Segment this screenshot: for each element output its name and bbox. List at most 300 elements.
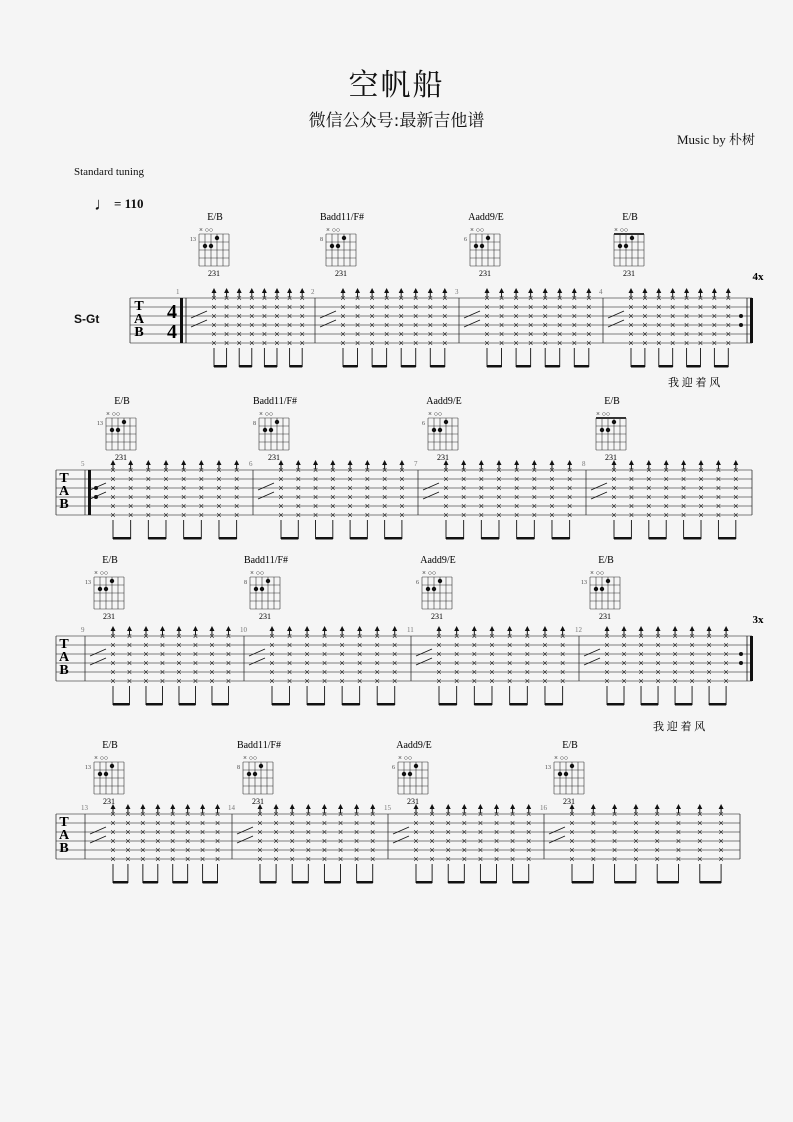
muted-note: × xyxy=(398,329,405,341)
muted-note: × xyxy=(706,649,712,661)
chord-diagram xyxy=(190,212,229,278)
open-string-marks: × ○○ xyxy=(243,754,258,762)
accent-arrow xyxy=(586,288,591,293)
accent-arrow xyxy=(646,460,651,465)
rhythm-beam xyxy=(212,703,228,706)
muted-note: × xyxy=(391,658,398,670)
muted-note: × xyxy=(493,827,500,839)
muted-note: × xyxy=(381,474,388,486)
chord-fingering: 231 xyxy=(252,797,264,806)
measure-number: 4 xyxy=(599,288,603,296)
muted-note: × xyxy=(273,809,279,821)
muted-note: × xyxy=(198,474,205,486)
rhythm-beam xyxy=(614,537,631,540)
muted-note: × xyxy=(305,809,312,821)
muted-note: × xyxy=(369,320,375,332)
rhythm-beam xyxy=(718,537,735,540)
tab-clef-letter: A xyxy=(133,312,145,327)
measure-number: 11 xyxy=(407,626,414,634)
muted-note: × xyxy=(127,501,134,513)
muted-note: × xyxy=(718,827,724,839)
chord-diagram xyxy=(581,555,620,621)
muted-note: × xyxy=(321,631,328,643)
muted-note: × xyxy=(413,818,419,830)
muted-note: × xyxy=(321,676,328,688)
strum-slash xyxy=(90,483,106,490)
tab-system xyxy=(56,396,752,540)
accent-arrow xyxy=(274,804,279,809)
accent-arrow xyxy=(181,460,186,465)
muted-note: × xyxy=(295,492,302,504)
muted-note: × xyxy=(286,658,293,670)
muted-note: × xyxy=(524,631,531,643)
muted-note: × xyxy=(697,329,704,341)
muted-note: × xyxy=(364,465,371,477)
finger-dot xyxy=(110,764,114,768)
muted-note: × xyxy=(304,640,310,652)
open-string-marks: × ○○ xyxy=(250,569,265,577)
muted-note: × xyxy=(381,465,388,477)
muted-note: × xyxy=(110,809,116,821)
muted-note: × xyxy=(698,465,704,477)
finger-dot xyxy=(480,244,484,248)
muted-note: × xyxy=(585,338,592,350)
muted-note: × xyxy=(478,501,485,513)
muted-note: × xyxy=(398,293,405,305)
accent-arrow xyxy=(226,626,231,631)
muted-note: × xyxy=(443,474,449,486)
muted-note: × xyxy=(645,492,652,504)
muted-note: × xyxy=(184,818,191,830)
muted-note: × xyxy=(628,320,634,332)
accent-arrow xyxy=(437,626,442,631)
muted-note: × xyxy=(321,827,328,839)
rhythm-beam xyxy=(659,365,673,368)
muted-note: × xyxy=(286,338,293,350)
muted-note: × xyxy=(274,302,280,314)
muted-note: × xyxy=(180,483,187,495)
strum-slash xyxy=(90,492,106,499)
muted-note: × xyxy=(321,667,328,679)
muted-note: × xyxy=(672,658,678,670)
muted-note: × xyxy=(321,836,328,848)
muted-note: × xyxy=(723,640,729,652)
muted-note: × xyxy=(633,809,639,821)
chord-diagram xyxy=(85,555,124,621)
finger-dot xyxy=(558,772,562,776)
muted-note: × xyxy=(143,649,149,661)
muted-note: × xyxy=(672,667,678,679)
muted-note: × xyxy=(585,293,592,305)
muted-note: × xyxy=(127,465,134,477)
muted-note: × xyxy=(525,854,532,866)
muted-note: × xyxy=(274,338,280,350)
chord-name: Aadd9/E xyxy=(420,555,456,566)
muted-note: × xyxy=(312,483,319,495)
muted-note: × xyxy=(549,492,555,504)
muted-note: × xyxy=(675,827,682,839)
strum-slash xyxy=(591,492,607,499)
muted-note: × xyxy=(569,845,575,857)
muted-note: × xyxy=(542,667,548,679)
rhythm-beam xyxy=(439,703,457,706)
muted-note: × xyxy=(223,302,230,314)
muted-note: × xyxy=(347,510,353,522)
muted-note: × xyxy=(427,320,434,332)
muted-note: × xyxy=(304,676,310,688)
muted-note: × xyxy=(655,311,662,323)
muted-note: × xyxy=(604,676,610,688)
muted-note: × xyxy=(223,329,230,341)
muted-note: × xyxy=(225,631,232,643)
muted-note: × xyxy=(460,492,467,504)
finger-dot xyxy=(630,236,634,240)
muted-note: × xyxy=(269,640,275,652)
accent-arrow xyxy=(496,460,501,465)
strum-slash xyxy=(258,483,274,490)
strum-slash xyxy=(416,658,432,665)
muted-note: × xyxy=(732,465,739,477)
accent-arrow xyxy=(365,460,370,465)
muted-note: × xyxy=(257,836,263,848)
muted-note: × xyxy=(304,631,310,643)
muted-note: × xyxy=(273,845,279,857)
accent-arrow xyxy=(224,288,229,293)
muted-note: × xyxy=(571,320,578,332)
muted-note: × xyxy=(527,311,534,323)
chord-fret-number: 6 xyxy=(392,765,395,771)
muted-note: × xyxy=(398,338,405,350)
muted-note: × xyxy=(216,492,222,504)
muted-note: × xyxy=(427,311,434,323)
muted-note: × xyxy=(675,854,682,866)
chord-fingering: 231 xyxy=(605,453,617,462)
rhythm-beam xyxy=(430,365,445,368)
muted-note: × xyxy=(353,854,360,866)
muted-note: × xyxy=(698,492,704,504)
muted-note: × xyxy=(621,667,627,679)
muted-note: × xyxy=(295,465,302,477)
muted-note: × xyxy=(391,676,398,688)
tab-clef-letter: A xyxy=(58,828,70,843)
accent-arrow xyxy=(300,288,305,293)
chord-diagram xyxy=(237,740,281,806)
muted-note: × xyxy=(513,501,520,513)
rhythm-beam xyxy=(615,881,636,884)
rhythm-beam xyxy=(324,881,340,884)
rhythm-beam xyxy=(448,881,464,884)
finger-dot xyxy=(104,772,108,776)
accent-arrow xyxy=(399,288,404,293)
muted-note: × xyxy=(225,658,232,670)
muted-note: × xyxy=(496,474,502,486)
muted-note: × xyxy=(531,483,538,495)
measure-number: 10 xyxy=(240,626,247,634)
muted-note: × xyxy=(169,827,176,839)
muted-note: × xyxy=(542,676,548,688)
rhythm-beam xyxy=(401,365,416,368)
muted-note: × xyxy=(211,311,217,323)
muted-note: × xyxy=(683,329,690,341)
accent-arrow xyxy=(726,288,731,293)
muted-note: × xyxy=(549,483,555,495)
muted-note: × xyxy=(429,845,435,857)
muted-note: × xyxy=(509,854,516,866)
muted-note: × xyxy=(198,483,205,495)
muted-note: × xyxy=(209,658,215,670)
muted-note: × xyxy=(441,338,448,350)
muted-note: × xyxy=(347,501,353,513)
muted-note: × xyxy=(461,845,468,857)
repeat-start-bar xyxy=(88,470,91,515)
muted-note: × xyxy=(489,676,495,688)
muted-note: × xyxy=(621,658,627,670)
muted-note: × xyxy=(436,667,442,679)
rhythm-beam xyxy=(239,365,252,368)
muted-note: × xyxy=(214,854,221,866)
muted-note: × xyxy=(340,320,346,332)
finger-dot xyxy=(336,244,340,248)
muted-note: × xyxy=(542,302,549,314)
muted-note: × xyxy=(261,320,268,332)
muted-note: × xyxy=(163,465,169,477)
measure xyxy=(176,212,305,368)
muted-note: × xyxy=(126,631,133,643)
muted-note: × xyxy=(369,293,375,305)
chord-fingering: 231 xyxy=(335,269,347,278)
accent-arrow xyxy=(532,460,537,465)
rhythm-beam xyxy=(684,537,701,540)
tab-clef-letter: B xyxy=(59,497,69,512)
muted-note: × xyxy=(542,640,548,652)
muted-note: × xyxy=(273,827,279,839)
muted-note: × xyxy=(566,474,573,486)
muted-note: × xyxy=(663,465,670,477)
muted-note: × xyxy=(236,311,243,323)
chord-name: E/B xyxy=(114,396,130,407)
rhythm-beam xyxy=(203,881,218,884)
strum-slash xyxy=(464,320,480,327)
muted-note: × xyxy=(216,501,222,513)
muted-note: × xyxy=(257,818,263,830)
chord-diagram xyxy=(244,555,288,621)
muted-note: × xyxy=(180,510,187,522)
muted-note: × xyxy=(628,510,635,522)
muted-note: × xyxy=(496,465,502,477)
muted-note: × xyxy=(590,818,597,830)
muted-note: × xyxy=(289,845,296,857)
accent-arrow xyxy=(639,626,644,631)
muted-note: × xyxy=(391,667,398,679)
muted-note: × xyxy=(321,809,328,821)
muted-note: × xyxy=(443,465,449,477)
muted-note: × xyxy=(305,818,312,830)
chord-name: Badd11/F# xyxy=(319,212,365,223)
measure xyxy=(575,555,729,706)
muted-note: × xyxy=(506,676,513,688)
muted-note: × xyxy=(549,510,555,522)
muted-note: × xyxy=(571,293,578,305)
muted-note: × xyxy=(655,676,661,688)
muted-note: × xyxy=(680,492,687,504)
finger-dot xyxy=(600,428,604,432)
muted-note: × xyxy=(506,631,513,643)
muted-note: × xyxy=(412,329,419,341)
rhythm-beam xyxy=(214,365,227,368)
muted-note: × xyxy=(585,320,592,332)
muted-note: × xyxy=(711,311,718,323)
muted-note: × xyxy=(484,293,490,305)
rhythm-beam xyxy=(292,881,308,884)
rhythm-beam xyxy=(649,537,666,540)
muted-note: × xyxy=(176,649,182,661)
muted-note: × xyxy=(110,483,116,495)
chord-name: Aadd9/E xyxy=(396,740,432,751)
chord-name: Badd11/F# xyxy=(243,555,289,566)
muted-note: × xyxy=(110,854,116,866)
muted-note: × xyxy=(718,836,724,848)
muted-note: × xyxy=(542,320,549,332)
muted-note: × xyxy=(248,320,255,332)
strum-slash xyxy=(249,649,265,656)
muted-note: × xyxy=(427,302,434,314)
muted-note: × xyxy=(590,836,597,848)
muted-note: × xyxy=(369,311,375,323)
muted-note: × xyxy=(527,329,534,341)
rhythm-beam xyxy=(607,703,624,706)
accent-arrow xyxy=(270,626,275,631)
finger-dot xyxy=(444,420,448,424)
muted-note: × xyxy=(299,329,306,341)
muted-note: × xyxy=(471,658,478,670)
muted-note: × xyxy=(611,809,618,821)
muted-note: × xyxy=(356,631,363,643)
muted-note: × xyxy=(725,320,732,332)
muted-note: × xyxy=(353,845,360,857)
muted-note: × xyxy=(706,631,712,643)
muted-note: × xyxy=(638,667,644,679)
muted-note: × xyxy=(295,510,302,522)
muted-note: × xyxy=(559,658,566,670)
muted-note: × xyxy=(233,465,240,477)
finger-dot xyxy=(438,428,442,432)
muted-note: × xyxy=(645,501,652,513)
accent-arrow xyxy=(542,626,547,631)
muted-note: × xyxy=(374,667,381,679)
muted-note: × xyxy=(329,483,336,495)
muted-note: × xyxy=(489,649,495,661)
chord-fret-number: 13 xyxy=(97,421,103,427)
muted-note: × xyxy=(163,483,169,495)
muted-note: × xyxy=(154,809,161,821)
chord-fingering: 231 xyxy=(431,612,443,621)
accent-arrow xyxy=(111,626,116,631)
accent-arrow xyxy=(676,804,681,809)
muted-note: × xyxy=(611,836,618,848)
muted-note: × xyxy=(489,658,495,670)
rhythm-beam xyxy=(474,703,492,706)
muted-note: × xyxy=(460,510,467,522)
muted-note: × xyxy=(525,809,532,821)
repeat-start-bar xyxy=(180,298,183,343)
finger-dot xyxy=(594,587,598,591)
accent-arrow xyxy=(549,460,554,465)
muted-note: × xyxy=(513,329,519,341)
muted-note: × xyxy=(628,492,635,504)
muted-note: × xyxy=(715,474,722,486)
finger-dot xyxy=(414,764,418,768)
muted-note: × xyxy=(628,501,635,513)
muted-note: × xyxy=(143,631,149,643)
strum-slash xyxy=(237,827,253,834)
muted-note: × xyxy=(698,501,704,513)
muted-note: × xyxy=(525,818,532,830)
measure-number: 15 xyxy=(384,804,391,812)
muted-note: × xyxy=(655,329,662,341)
muted-note: × xyxy=(484,329,490,341)
muted-note: × xyxy=(145,465,152,477)
muted-note: × xyxy=(261,311,268,323)
muted-note: × xyxy=(299,302,306,314)
muted-note: × xyxy=(337,845,344,857)
quarter-note-icon: ♩ xyxy=(94,194,112,214)
muted-note: × xyxy=(199,818,206,830)
muted-note: × xyxy=(269,649,275,661)
measure-number: 12 xyxy=(575,626,582,634)
muted-note: × xyxy=(453,667,460,679)
muted-note: × xyxy=(304,667,310,679)
muted-note: × xyxy=(337,818,344,830)
muted-note: × xyxy=(413,836,419,848)
finger-dot xyxy=(426,587,430,591)
measure-number: 14 xyxy=(228,804,235,812)
tempo-value: = 110 xyxy=(114,196,144,211)
muted-note: × xyxy=(192,676,199,688)
muted-note: × xyxy=(286,640,293,652)
muted-note: × xyxy=(732,474,739,486)
accent-arrow xyxy=(143,626,148,631)
measure-number: 3 xyxy=(455,288,459,296)
muted-note: × xyxy=(715,465,722,477)
muted-note: × xyxy=(274,329,280,341)
muted-note: × xyxy=(199,854,206,866)
muted-note: × xyxy=(110,649,116,661)
accent-arrow xyxy=(591,804,596,809)
muted-note: × xyxy=(680,465,687,477)
muted-note: × xyxy=(257,854,263,866)
muted-note: × xyxy=(441,320,448,332)
finger-dot xyxy=(564,772,568,776)
muted-note: × xyxy=(199,845,206,857)
muted-note: × xyxy=(337,854,344,866)
muted-note: × xyxy=(353,809,360,821)
muted-note: × xyxy=(654,827,661,839)
muted-note: × xyxy=(274,320,280,332)
muted-note: × xyxy=(199,827,206,839)
muted-note: × xyxy=(154,818,161,830)
muted-note: × xyxy=(566,483,573,495)
muted-note: × xyxy=(604,649,610,661)
strum-slash xyxy=(90,836,106,843)
muted-note: × xyxy=(180,465,187,477)
muted-note: × xyxy=(110,836,116,848)
rhythm-beam xyxy=(487,365,502,368)
rhythm-beam xyxy=(631,365,645,368)
muted-note: × xyxy=(696,854,703,866)
tab-system xyxy=(130,212,764,389)
lyric-text: 我 迎 着 风 xyxy=(653,721,706,733)
finger-dot xyxy=(606,579,610,583)
